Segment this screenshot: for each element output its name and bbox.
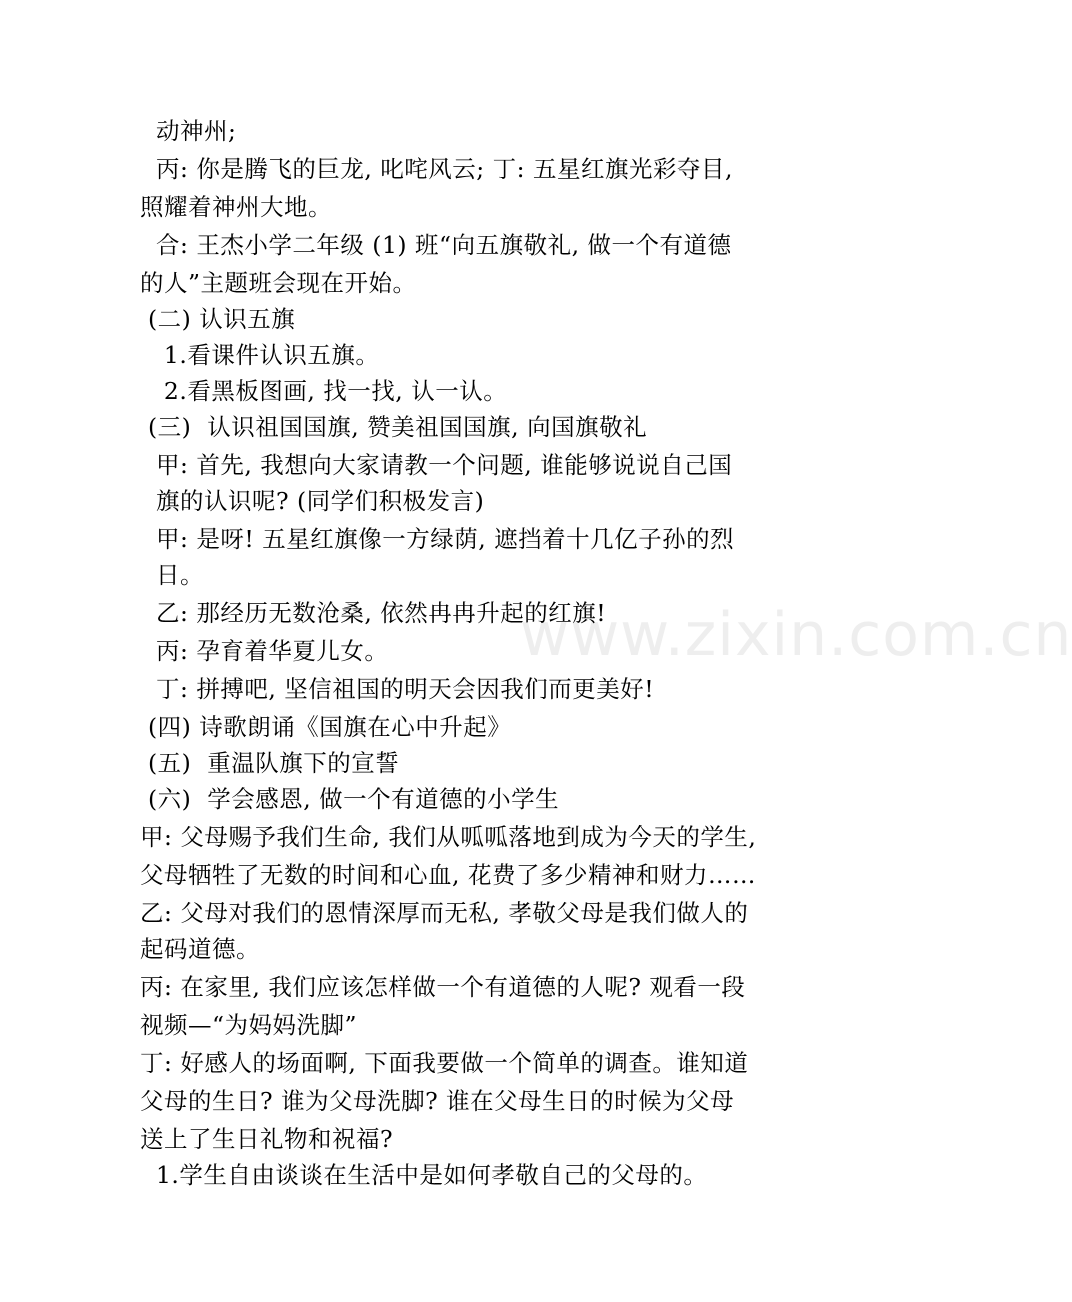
text-line: 丁: 拼搏吧, 坚信祖国的明天会因我们而更美好! (140, 675, 655, 703)
text-line: 照耀着神州大地。 (140, 193, 332, 221)
text-line: 丙: 你是腾飞的巨龙, 叱咤风云; 丁: 五星红旗光彩夺目, (140, 155, 734, 183)
text-line: (六) 学会感恩, 做一个有道德的小学生 (140, 785, 560, 813)
text-line: (四) 诗歌朗诵《国旗在心中升起》 (140, 713, 512, 741)
text-line: 视频—“为妈妈洗脚” (140, 1011, 358, 1039)
text-line: 1.学生自由谈谈在生活中是如何孝敬自己的父母的。 (140, 1161, 708, 1189)
text-line: 乙: 父母对我们的恩情深厚而无私, 孝敬父母是我们做人的 (140, 899, 749, 927)
text-line: 日。 (140, 561, 204, 589)
text-line: (三) 认识祖国国旗, 赞美祖国国旗, 向国旗敬礼 (140, 413, 648, 441)
text-line: (二) 认识五旗 (140, 305, 296, 333)
text-line: 甲: 首先, 我想向大家请教一个问题, 谁能够说说自己国 (140, 451, 733, 479)
text-line: (五) 重温队旗下的宣誓 (140, 749, 400, 777)
text-line: 丙: 孕育着华夏儿女。 (140, 637, 389, 665)
text-line: 1.看课件认识五旗。 (140, 341, 380, 369)
text-line: 旗的认识呢? (同学们积极发言) (140, 487, 485, 515)
text-line: 甲: 父母赐予我们生命, 我们从呱呱落地到成为今天的学生, (140, 823, 757, 851)
text-line: 乙: 那经历无数沧桑, 依然冉冉升起的红旗! (140, 599, 607, 627)
text-line: 送上了生日礼物和祝福? (140, 1125, 394, 1153)
text-line: 的人”主题班会现在开始。 (140, 269, 417, 297)
text-line: 丙: 在家里, 我们应该怎样做一个有道德的人呢? 观看一段 (140, 973, 746, 1001)
text-line: 动神州; (140, 117, 237, 145)
text-line: 丁: 好感人的场面啊, 下面我要做一个简单的调查。谁知道 (140, 1049, 749, 1077)
text-line: 起码道德。 (140, 935, 260, 963)
text-line: 父母的生日? 谁为父母洗脚? 谁在父母生日的时候为父母 (140, 1087, 735, 1115)
text-line: 甲: 是呀! 五星红旗像一方绿荫, 遮挡着十几亿子孙的烈 (140, 525, 735, 553)
text-line: 2.看黑板图画, 找一找, 认一认。 (140, 377, 508, 405)
text-line: 父母牺牲了无数的时间和心血, 花费了多少精神和财力…… (140, 861, 756, 889)
text-line: 合: 王杰小学二年级 (1) 班“向五旗敬礼, 做一个有道德 (140, 231, 732, 259)
watermark: www.zixin.com.cn (520, 600, 1072, 670)
